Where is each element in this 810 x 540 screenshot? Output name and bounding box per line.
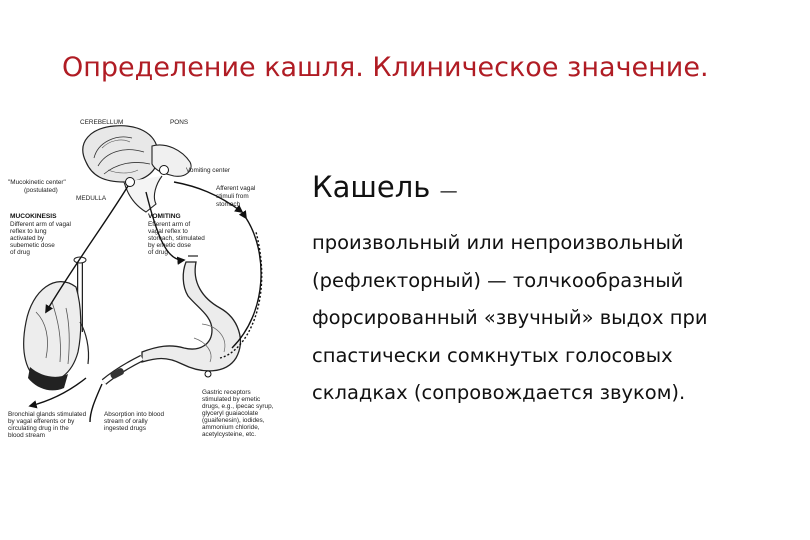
definition-text (312, 224, 782, 412)
label-muco-2: reflex to lung (10, 228, 47, 235)
label-afferent-1: Afferent vagal (216, 185, 256, 192)
term-dash: — (439, 181, 458, 202)
label-bronch-2: by vagal efferents or by (8, 418, 75, 425)
stomach-drawing (142, 256, 240, 377)
definition-line: спастически сомкнутых голосовых (312, 343, 673, 367)
label-muco-5: of drug (10, 249, 30, 256)
definition-line: складках (сопровождается звуком). (312, 381, 686, 404)
label-gastric-3: drugs, e.g., ipecac syrup, (202, 403, 274, 410)
label-mucokinetic-center: "Mucokinetic center" (8, 179, 66, 186)
label-afferent-3: stomach (216, 201, 241, 208)
label-muco-1: Different arm of vagal (10, 221, 71, 228)
label-pons: PONS (170, 119, 189, 126)
reflex-pathway-illustration (6, 112, 296, 444)
label-bronch-1: Bronchial glands stimulated (8, 411, 87, 418)
label-absorb-3: ingested drugs (104, 425, 146, 432)
label-gastric-2: stimulated by emetic (202, 396, 261, 403)
label-absorb-1: Absorption into blood (104, 411, 165, 418)
label-absorb-2: stream of orally (104, 418, 148, 425)
label-bronch-3: circulating drug in the (8, 425, 69, 432)
label-vom-2: vagal reflex to (148, 228, 188, 235)
label-vom-1: Efferent arm of (148, 221, 191, 228)
definition-line: произвольный или непроизвольный (312, 231, 684, 254)
label-vom-3: stomach, stimulated (148, 235, 205, 242)
label-gastric-7: acetylcysteine, etc. (202, 431, 256, 438)
label-mucokinesis: MUCOKINESIS (10, 213, 57, 220)
label-afferent-2: stimuli from (216, 193, 249, 200)
label-gastric-5: (guaifenesin), iodides, (202, 417, 265, 424)
definition-line: форсированный «звучный» выдох при (312, 306, 708, 329)
cerebellum-drawing (83, 126, 158, 182)
label-medulla: MEDULLA (76, 195, 107, 202)
label-postulated: (postulated) (24, 187, 58, 194)
label-vomiting-center: Vomiting center (186, 167, 231, 174)
label-gastric-1: Gastric receptors (202, 389, 251, 396)
slide-title: Определение кашля. Клиническое значение. (62, 52, 709, 83)
label-gastric-6: ammonium chloride, (202, 424, 260, 431)
label-vom-5: of drug (148, 249, 168, 256)
label-vom-4: by emetic dose (148, 242, 191, 249)
definition-line: (рефлекторный) — толчкообразный (312, 268, 684, 292)
intestine-drawing (104, 358, 142, 382)
label-vomiting: VOMITING (148, 213, 181, 220)
lung-drawing (24, 257, 89, 390)
label-muco-3: activated by (10, 235, 45, 242)
label-cerebellum: CEREBELLUM (80, 119, 124, 126)
term-word: Кашель (312, 170, 431, 204)
term-heading (312, 170, 458, 204)
label-bronch-4: blood stream (8, 432, 45, 439)
label-muco-4: subemetic dose (10, 242, 55, 249)
cough-reflex-diagram (6, 112, 296, 444)
label-gastric-4: glyceryl guaiacolate (202, 410, 259, 417)
